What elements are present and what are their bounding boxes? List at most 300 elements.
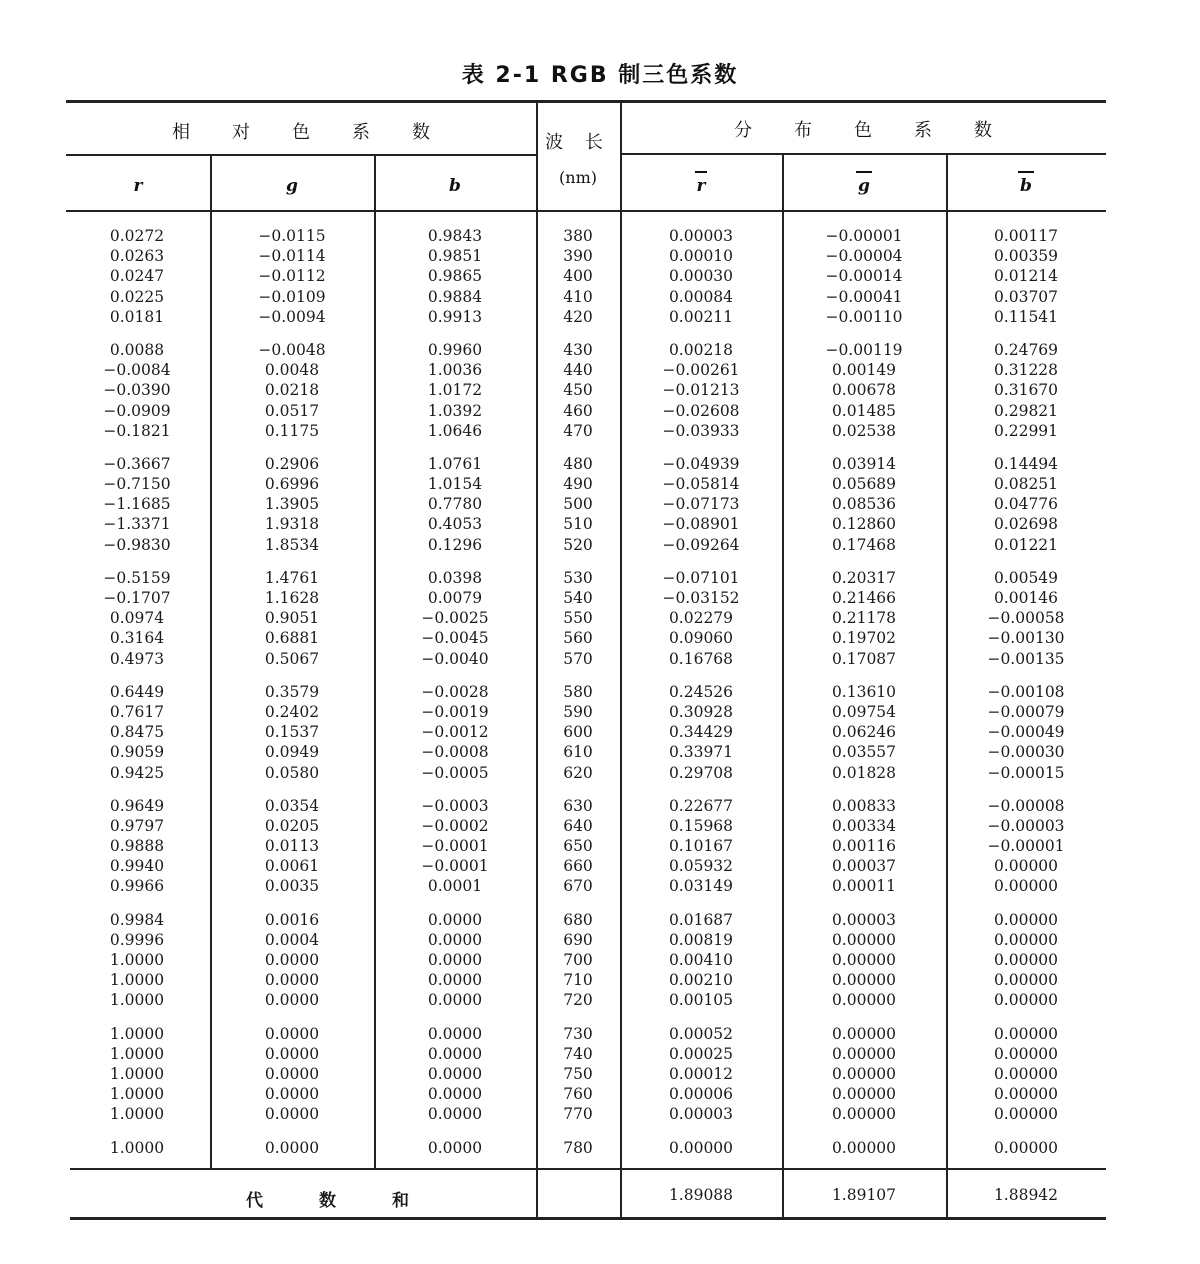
cell-dist-g: −0.00004 <box>825 247 903 266</box>
header-rel-r: r <box>133 176 143 196</box>
cell-wavelength: 510 <box>563 515 593 534</box>
cell-wavelength: 600 <box>563 723 593 742</box>
cell-dist-r: 0.00819 <box>668 930 734 949</box>
distribution-coefficients-header: 分布色系数 <box>734 120 1034 141</box>
cell-rel-r: 0.6449 <box>109 682 165 701</box>
table-row <box>66 796 1106 816</box>
cell-wavelength: 650 <box>563 837 593 856</box>
cell-dist-g: 0.00000 <box>831 930 897 949</box>
cell-dist-g: 0.00000 <box>831 1044 897 1063</box>
cell-dist-g: 0.00000 <box>831 991 897 1010</box>
cell-dist-b: −0.00135 <box>987 649 1065 668</box>
table-row <box>66 702 1106 722</box>
cell-dist-r: 0.09060 <box>668 629 734 648</box>
table-row <box>66 816 1106 836</box>
cell-dist-r: 0.02279 <box>668 609 734 628</box>
cell-dist-b: −0.00003 <box>987 816 1065 835</box>
cell-dist-r: −0.03152 <box>662 589 740 607</box>
sum-r-value: 1.89088 <box>668 1186 734 1204</box>
cell-rel-r: 1.0000 <box>109 1085 165 1104</box>
table-row <box>66 910 1106 930</box>
row-group <box>66 568 1106 669</box>
cell-dist-b: 0.04776 <box>993 495 1059 514</box>
dist-r-symbol: r <box>696 176 706 196</box>
cell-wavelength: 400 <box>563 267 593 286</box>
cell-rel-r: 0.9984 <box>109 910 165 929</box>
cell-dist-r: 0.00210 <box>668 971 734 990</box>
cell-rel-r: 0.0263 <box>109 247 165 266</box>
coefficient-table-body <box>66 226 1106 1171</box>
cell-wavelength: 630 <box>563 796 593 815</box>
cell-wavelength: 560 <box>563 629 593 648</box>
cell-rel-b: −0.0008 <box>421 743 489 762</box>
cell-rel-b: 0.0000 <box>427 1105 483 1124</box>
cell-rel-g: 0.0000 <box>264 1105 320 1124</box>
cell-wavelength: 390 <box>563 247 593 266</box>
cell-rel-b: 1.0036 <box>427 361 483 380</box>
cell-dist-g: 0.01485 <box>831 401 897 420</box>
cell-rel-b: 0.0000 <box>427 1138 483 1157</box>
cell-dist-g: −0.00001 <box>825 227 903 245</box>
cell-dist-r: 0.00003 <box>668 227 734 245</box>
cell-rel-r: 1.0000 <box>109 1138 165 1157</box>
cell-rel-b: −0.0005 <box>421 763 489 782</box>
cell-rel-b: −0.0002 <box>421 816 489 835</box>
cell-rel-b: −0.0012 <box>421 723 489 742</box>
cell-dist-r: −0.07101 <box>662 568 740 587</box>
cell-dist-b: 0.29821 <box>993 401 1059 420</box>
table-row <box>66 628 1106 648</box>
cell-dist-r: 0.00105 <box>668 991 734 1010</box>
cell-dist-r: 0.00006 <box>668 1085 734 1104</box>
cell-dist-g: 0.00000 <box>831 971 897 990</box>
cell-rel-g: −0.0115 <box>258 227 326 245</box>
cell-dist-g: 0.00116 <box>831 837 897 856</box>
cell-rel-b: −0.0028 <box>421 682 489 701</box>
cell-rel-r: 0.0272 <box>109 227 165 245</box>
cell-dist-g: 0.00000 <box>831 1024 897 1043</box>
cell-wavelength: 520 <box>563 535 593 554</box>
table-row <box>66 970 1106 990</box>
cell-rel-b: 0.0001 <box>427 877 483 896</box>
cell-rel-g: 0.0205 <box>264 816 320 835</box>
table-row <box>66 930 1106 950</box>
cell-rel-b: 0.9960 <box>427 340 483 359</box>
table-row <box>66 266 1106 286</box>
cell-dist-g: 0.21178 <box>831 609 897 628</box>
cell-dist-b: 0.00549 <box>993 568 1059 587</box>
cell-rel-g: 0.0949 <box>264 743 320 762</box>
row-group <box>66 796 1106 897</box>
cell-rel-b: 0.9913 <box>427 307 483 326</box>
cell-dist-b: −0.00008 <box>987 796 1065 815</box>
cell-dist-b: −0.00049 <box>987 723 1065 742</box>
cell-rel-g: 0.1537 <box>264 723 320 742</box>
cell-wavelength: 590 <box>563 702 593 721</box>
cell-rel-b: 0.0398 <box>427 568 483 587</box>
cell-dist-b: 0.00117 <box>993 227 1059 245</box>
cell-dist-g: 0.13610 <box>831 682 897 701</box>
cell-rel-r: 0.0225 <box>109 287 165 306</box>
cell-rel-g: 0.6996 <box>264 475 320 494</box>
cell-dist-b: 0.00000 <box>993 877 1059 896</box>
cell-dist-r: 0.03149 <box>668 877 734 896</box>
cell-rel-r: 0.4973 <box>109 649 165 668</box>
cell-wavelength: 410 <box>563 287 593 306</box>
cell-rel-r: 0.9425 <box>109 763 165 782</box>
cell-rel-b: 0.0000 <box>427 1024 483 1043</box>
cell-wavelength: 780 <box>563 1138 593 1157</box>
cell-wavelength: 500 <box>563 495 593 514</box>
cell-rel-b: 0.4053 <box>427 515 483 534</box>
table-row <box>66 287 1106 307</box>
cell-dist-b: 0.00000 <box>993 1044 1059 1063</box>
cell-rel-g: 0.0580 <box>264 763 320 782</box>
cell-dist-b: −0.00108 <box>987 682 1065 701</box>
cell-rel-b: 0.0000 <box>427 1064 483 1083</box>
cell-dist-r: 0.00218 <box>668 340 734 359</box>
cell-dist-g: 0.00149 <box>831 361 897 380</box>
cell-rel-g: 0.9051 <box>264 609 320 628</box>
cell-wavelength: 470 <box>563 421 593 440</box>
cell-rel-b: 0.9865 <box>427 267 483 286</box>
cell-dist-g: 0.20317 <box>831 568 897 587</box>
cell-dist-r: 0.16768 <box>668 649 734 668</box>
sum-g-value: 1.89107 <box>831 1186 897 1204</box>
table-row <box>66 380 1106 400</box>
cell-wavelength: 770 <box>563 1105 593 1124</box>
cell-wavelength: 580 <box>563 682 593 701</box>
cell-wavelength: 610 <box>563 743 593 762</box>
algebraic-sum-label: 代数和 <box>246 1191 465 1211</box>
cell-rel-g: 0.6881 <box>264 629 320 648</box>
cell-rel-b: 0.0000 <box>427 991 483 1010</box>
cell-rel-b: 1.0761 <box>427 454 483 473</box>
cell-dist-g: 0.06246 <box>831 723 897 742</box>
cell-rel-b: 0.0079 <box>427 589 483 607</box>
cell-dist-r: 0.00084 <box>668 287 734 306</box>
cell-rel-r: −1.3371 <box>103 515 171 534</box>
cell-rel-r: 0.0974 <box>109 609 165 628</box>
cell-rel-r: 0.0247 <box>109 267 165 286</box>
cell-dist-r: 0.10167 <box>668 837 734 856</box>
cell-wavelength: 380 <box>563 227 593 245</box>
cell-wavelength: 740 <box>563 1044 593 1063</box>
header-dist-g <box>782 176 946 196</box>
cell-rel-r: 0.9888 <box>109 837 165 856</box>
cell-rel-r: 1.0000 <box>109 951 165 969</box>
cell-rel-g: 0.0000 <box>264 1044 320 1063</box>
sum-b-value: 1.88942 <box>993 1186 1059 1204</box>
table-row <box>66 1084 1106 1104</box>
table-row <box>66 340 1106 360</box>
table-row <box>66 742 1106 762</box>
cell-wavelength: 700 <box>563 951 593 969</box>
cell-rel-g: 0.0000 <box>264 1138 320 1157</box>
cell-rel-g: 0.0061 <box>264 857 320 876</box>
cell-dist-b: −0.00030 <box>987 743 1065 762</box>
cell-dist-r: 0.00000 <box>668 1138 734 1157</box>
cell-dist-r: 0.22677 <box>668 796 734 815</box>
cell-rel-g: 1.9318 <box>264 515 320 534</box>
cell-wavelength: 660 <box>563 857 593 876</box>
cell-rel-r: −0.0909 <box>103 401 171 420</box>
table-row <box>66 608 1106 628</box>
cell-rel-g: 0.0000 <box>264 951 320 969</box>
cell-dist-g: 0.19702 <box>831 629 897 648</box>
cell-wavelength: 460 <box>563 401 593 420</box>
cell-rel-r: 0.0181 <box>109 307 165 326</box>
table-row <box>66 1138 1106 1158</box>
cell-wavelength: 690 <box>563 930 593 949</box>
cell-dist-g: 0.00037 <box>831 857 897 876</box>
table-row <box>66 682 1106 702</box>
table-row <box>66 950 1106 970</box>
cell-rel-b: 1.0154 <box>427 475 483 494</box>
table-row <box>66 494 1106 514</box>
bottom-rule <box>70 1217 1106 1220</box>
row-group <box>66 910 1106 1011</box>
table-row <box>66 474 1106 494</box>
cell-rel-r: 1.0000 <box>109 1105 165 1124</box>
cell-rel-b: −0.0001 <box>421 837 489 856</box>
cell-dist-g: 0.03914 <box>831 454 897 473</box>
cell-rel-b: 0.9843 <box>427 227 483 245</box>
cell-dist-b: 0.00000 <box>993 1138 1059 1157</box>
cell-dist-g: −0.00119 <box>825 340 903 359</box>
wavelength-header: 波 长 <box>545 132 611 153</box>
table-row <box>66 876 1106 896</box>
cell-dist-b: 0.00146 <box>993 589 1059 607</box>
table-row <box>66 401 1106 421</box>
row-group <box>66 1024 1106 1125</box>
cell-wavelength: 530 <box>563 568 593 587</box>
dist-b-symbol: b <box>1020 176 1032 196</box>
cell-rel-r: −0.5159 <box>103 568 171 587</box>
table-row <box>66 307 1106 327</box>
cell-dist-r: 0.15968 <box>668 816 734 835</box>
cell-rel-r: 0.9059 <box>109 743 165 762</box>
cell-rel-g: 0.0000 <box>264 991 320 1010</box>
cell-rel-r: 0.9966 <box>109 877 165 896</box>
cell-dist-r: 0.00211 <box>668 307 734 326</box>
cell-dist-r: 0.34429 <box>668 723 734 742</box>
cell-dist-b: 0.01214 <box>993 267 1059 286</box>
cell-rel-r: −0.0390 <box>103 381 171 400</box>
table-row <box>66 226 1106 246</box>
cell-wavelength: 670 <box>563 877 593 896</box>
cell-dist-g: 0.17087 <box>831 649 897 668</box>
cell-wavelength: 480 <box>563 454 593 473</box>
table-row <box>66 722 1106 742</box>
table-row <box>66 246 1106 266</box>
cell-rel-b: 0.0000 <box>427 1085 483 1104</box>
cell-rel-g: −0.0114 <box>258 247 326 266</box>
table-row <box>66 649 1106 669</box>
cell-rel-g: 1.8534 <box>264 535 320 554</box>
cell-dist-r: −0.05814 <box>662 475 740 494</box>
cell-dist-b: 0.00000 <box>993 1064 1059 1083</box>
cell-wavelength: 730 <box>563 1024 593 1043</box>
cell-dist-b: 0.00000 <box>993 1105 1059 1124</box>
cell-rel-g: 0.0048 <box>264 361 320 380</box>
table-row <box>66 1064 1106 1084</box>
cell-wavelength: 760 <box>563 1085 593 1104</box>
table-row <box>66 360 1106 380</box>
cell-dist-g: 0.00000 <box>831 1064 897 1083</box>
cell-dist-r: −0.07173 <box>662 495 740 514</box>
cell-dist-r: −0.08901 <box>662 515 740 534</box>
cell-rel-r: 1.0000 <box>109 971 165 990</box>
cell-dist-b: 0.08251 <box>993 475 1059 494</box>
cell-rel-r: 0.7617 <box>109 702 165 721</box>
cell-dist-r: −0.01213 <box>662 381 740 400</box>
cell-wavelength: 490 <box>563 475 593 494</box>
cell-rel-g: 0.0000 <box>264 971 320 990</box>
cell-rel-b: 0.0000 <box>427 930 483 949</box>
cell-dist-g: 0.00003 <box>831 910 897 929</box>
sum-separator-rule <box>70 1168 1106 1170</box>
cell-rel-r: −0.1707 <box>103 589 171 607</box>
row-group <box>66 454 1106 555</box>
cell-dist-r: 0.29708 <box>668 763 734 782</box>
cell-dist-r: 0.00010 <box>668 247 734 266</box>
row-group <box>66 226 1106 327</box>
table-row <box>66 990 1106 1010</box>
cell-wavelength: 430 <box>563 340 593 359</box>
cell-wavelength: 680 <box>563 910 593 929</box>
cell-rel-r: 0.9649 <box>109 796 165 815</box>
cell-rel-r: 1.0000 <box>109 991 165 1010</box>
cell-rel-r: 0.9797 <box>109 816 165 835</box>
cell-dist-r: 0.00012 <box>668 1064 734 1083</box>
cell-dist-r: 0.00030 <box>668 267 734 286</box>
cell-rel-g: 0.5067 <box>264 649 320 668</box>
cell-rel-b: 0.0000 <box>427 910 483 929</box>
cell-dist-g: 0.03557 <box>831 743 897 762</box>
cell-rel-b: −0.0040 <box>421 649 489 668</box>
cell-rel-g: −0.0094 <box>258 307 326 326</box>
cell-dist-b: 0.31228 <box>993 361 1059 380</box>
cell-dist-b: 0.00359 <box>993 247 1059 266</box>
cell-dist-b: 0.11541 <box>993 307 1059 326</box>
cell-dist-g: −0.00110 <box>825 307 903 326</box>
cell-dist-r: 0.00003 <box>668 1105 734 1124</box>
cell-dist-r: 0.30928 <box>668 702 734 721</box>
cell-dist-g: 0.12860 <box>831 515 897 534</box>
cell-dist-g: 0.00000 <box>831 951 897 969</box>
table-row <box>66 763 1106 783</box>
cell-wavelength: 710 <box>563 971 593 990</box>
cell-dist-b: 0.00000 <box>993 910 1059 929</box>
cell-dist-r: 0.00052 <box>668 1024 734 1043</box>
cell-rel-g: 1.1628 <box>264 589 320 607</box>
cell-rel-r: 0.3164 <box>109 629 165 648</box>
cell-dist-b: −0.00001 <box>987 837 1065 856</box>
cell-rel-g: 0.0517 <box>264 401 320 420</box>
cell-dist-g: −0.00041 <box>825 287 903 306</box>
cell-rel-b: 0.0000 <box>427 951 483 969</box>
cell-rel-r: 0.9940 <box>109 857 165 876</box>
cell-rel-g: 0.0000 <box>264 1064 320 1083</box>
cell-rel-b: 1.0172 <box>427 381 483 400</box>
cell-rel-b: 0.9884 <box>427 287 483 306</box>
cell-rel-r: 0.9996 <box>109 930 165 949</box>
cell-rel-b: 0.0000 <box>427 971 483 990</box>
table-row <box>66 568 1106 588</box>
cell-dist-b: −0.00079 <box>987 702 1065 721</box>
table-row <box>66 836 1106 856</box>
cell-dist-b: −0.00130 <box>987 629 1065 648</box>
cell-rel-r: 0.0088 <box>109 340 165 359</box>
cell-rel-g: 0.3579 <box>264 682 320 701</box>
cell-dist-b: 0.01221 <box>993 535 1059 554</box>
cell-dist-r: 0.00025 <box>668 1044 734 1063</box>
cell-dist-g: 0.00833 <box>831 796 897 815</box>
cell-dist-b: 0.00000 <box>993 991 1059 1010</box>
wavelength-unit: (nm) <box>559 168 597 187</box>
header-rel-b: b <box>449 176 461 196</box>
cell-dist-b: 0.00000 <box>993 1085 1059 1104</box>
cell-rel-g: 0.0004 <box>264 930 320 949</box>
cell-rel-r: −0.3667 <box>103 454 171 473</box>
table-row <box>66 1104 1106 1124</box>
cell-dist-g: 0.00000 <box>831 1085 897 1104</box>
cell-dist-r: 0.05932 <box>668 857 734 876</box>
cell-dist-b: −0.00015 <box>987 763 1065 782</box>
cell-dist-g: 0.02538 <box>831 421 897 440</box>
cell-rel-b: −0.0019 <box>421 702 489 721</box>
cell-rel-b: 0.7780 <box>427 495 483 514</box>
cell-rel-g: 0.1175 <box>264 421 320 440</box>
cell-rel-b: −0.0001 <box>421 857 489 876</box>
cell-rel-g: 0.2906 <box>264 454 320 473</box>
cell-rel-g: 0.0016 <box>264 910 320 929</box>
cell-rel-r: −0.7150 <box>103 475 171 494</box>
cell-dist-g: 0.00011 <box>831 877 897 896</box>
cell-rel-r: −0.9830 <box>103 535 171 554</box>
cell-wavelength: 570 <box>563 649 593 668</box>
table-row <box>66 1044 1106 1064</box>
table-row <box>66 588 1106 608</box>
cell-rel-r: −0.0084 <box>103 361 171 380</box>
distribution-subheader-rule <box>620 153 1106 155</box>
cell-rel-r: 1.0000 <box>109 1044 165 1063</box>
cell-dist-g: 0.00000 <box>831 1138 897 1157</box>
header-rel-g: g <box>286 176 298 196</box>
cell-dist-g: 0.08536 <box>831 495 897 514</box>
cell-rel-g: 0.0035 <box>264 877 320 896</box>
dist-g-symbol: g <box>858 176 870 196</box>
relative-coefficients-header: 相对色系数 <box>172 122 472 143</box>
cell-rel-g: 1.4761 <box>264 568 320 587</box>
cell-wavelength: 640 <box>563 816 593 835</box>
cell-dist-g: 0.21466 <box>831 589 897 607</box>
cell-dist-r: 0.00410 <box>668 951 734 969</box>
cell-rel-r: 1.0000 <box>109 1024 165 1043</box>
cell-dist-r: 0.33971 <box>668 743 734 762</box>
cell-dist-r: −0.03933 <box>662 421 740 440</box>
cell-rel-g: 0.0218 <box>264 381 320 400</box>
cell-wavelength: 720 <box>563 991 593 1010</box>
cell-dist-r: −0.09264 <box>662 535 740 554</box>
cell-dist-b: 0.22991 <box>993 421 1059 440</box>
cell-dist-b: 0.00000 <box>993 1024 1059 1043</box>
cell-rel-g: −0.0109 <box>258 287 326 306</box>
cell-dist-b: 0.00000 <box>993 857 1059 876</box>
cell-dist-g: 0.00000 <box>831 1105 897 1124</box>
cell-wavelength: 420 <box>563 307 593 326</box>
